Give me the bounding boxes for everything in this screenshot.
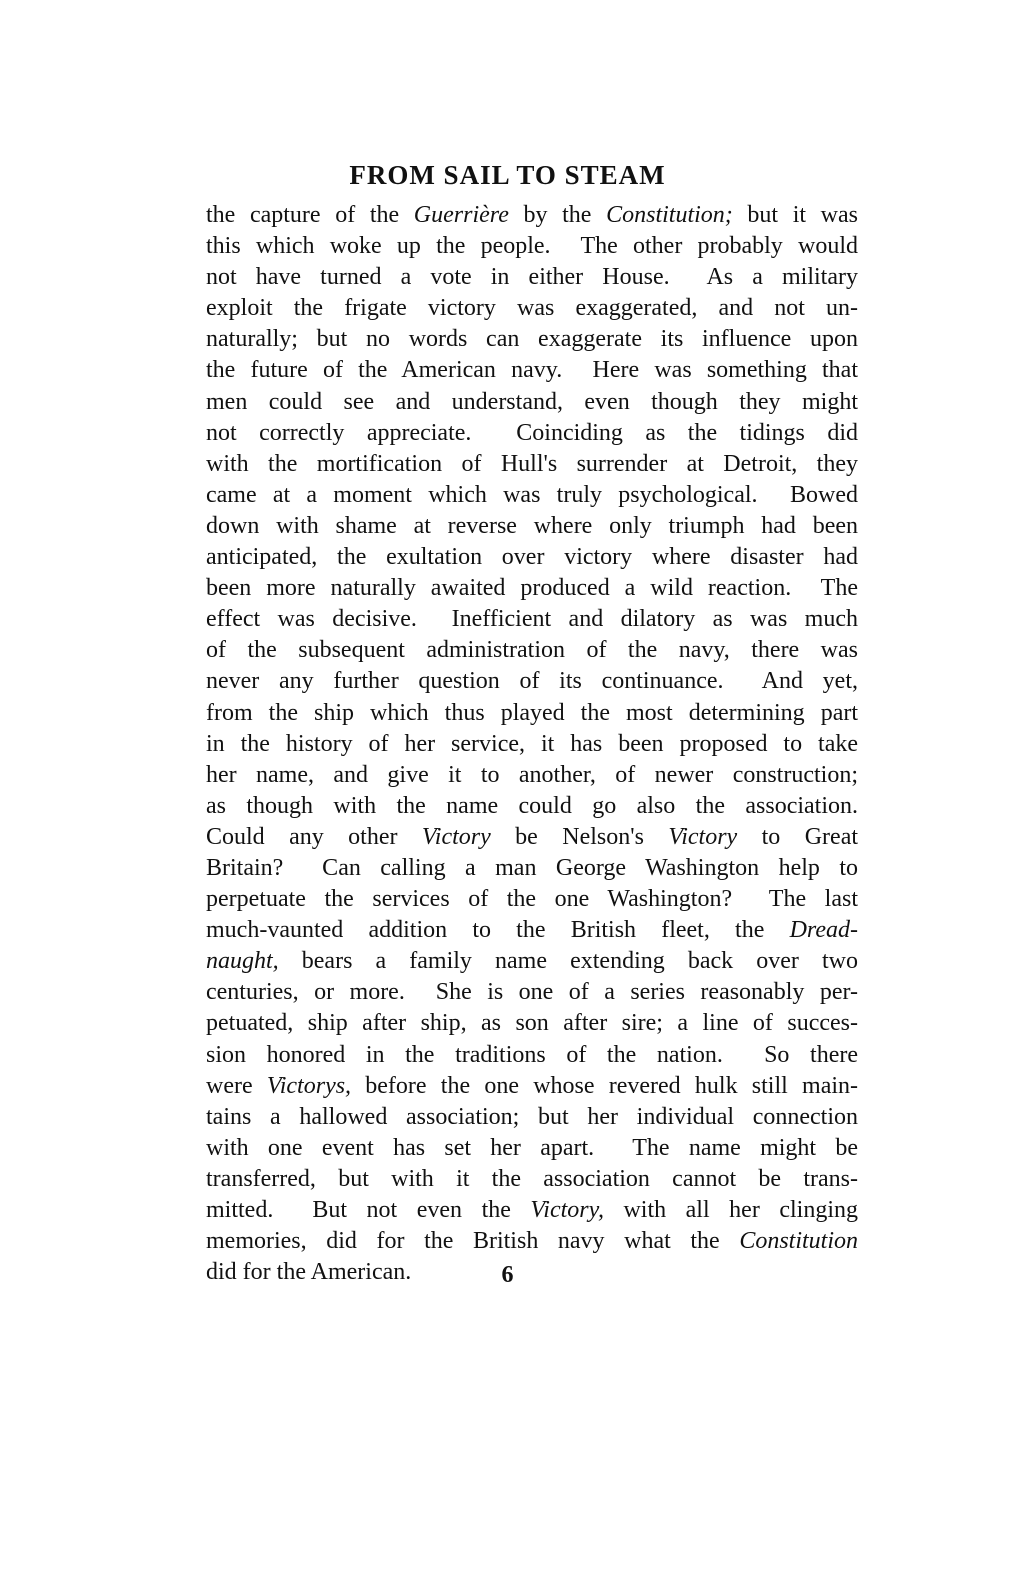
text-run: in the history of her service, it has been proposed to take <box>206 730 858 757</box>
text-line <box>206 915 858 946</box>
text-run: but it was <box>732 202 859 228</box>
text-line <box>206 355 858 386</box>
text-line <box>206 293 858 324</box>
text-line <box>206 729 858 760</box>
text-run: to Great <box>737 823 859 850</box>
text-line <box>206 449 858 480</box>
text-run: naturally; but no words can exaggerate its influence upon <box>206 326 858 353</box>
text-line <box>206 698 858 729</box>
text-run: never any further question of its continuance. And yet, <box>206 668 858 695</box>
text-run: exploit the frigate victory was exaggerated, and not un- <box>206 295 858 322</box>
italic-text-run: Constitution <box>739 1228 858 1255</box>
text-run: anticipated, the exultation over victory where disaster had <box>206 544 858 571</box>
text-run: men could see and understand, even though they might <box>206 388 858 415</box>
text-run: from the ship which thus played the most determining part <box>206 699 858 726</box>
text-run: were <box>206 1072 267 1099</box>
italic-text-run: Victory <box>421 823 491 850</box>
text-run: memories, did for the British navy what the <box>206 1228 740 1255</box>
text-line <box>206 231 858 262</box>
text-line <box>206 1226 858 1257</box>
text-run: of the subsequent administration of the navy, there was <box>206 637 858 664</box>
text-run: her name, and give it to another, of newer construction; <box>206 761 858 788</box>
text-line <box>206 1040 858 1071</box>
text-run: centuries, or more. She is one of a series reasonably per- <box>206 979 858 1006</box>
italic-text-run: naught, <box>206 948 279 975</box>
text-line <box>206 1133 858 1164</box>
text-line <box>206 573 858 604</box>
text-run: sion honored in the traditions of the nation. So there <box>206 1041 858 1068</box>
text-line <box>206 1164 858 1195</box>
text-line <box>206 884 858 915</box>
text-run: with all her clinging <box>603 1197 858 1223</box>
italic-text-run: Constitution; <box>606 202 733 228</box>
text-run: the capture of the <box>206 202 414 228</box>
text-run: Could any other <box>206 823 422 850</box>
text-run: not correctly appreciate. Coinciding as the tidings did <box>206 419 858 446</box>
text-run: with the mortification of Hull's surrender at Detroit, they <box>206 450 858 477</box>
text-run: before the one whose revered hulk still main- <box>351 1072 858 1099</box>
italic-text-run: Guerrière <box>413 202 509 228</box>
italic-text-run: Victory <box>668 823 738 850</box>
text-run: this which woke up the people. The other probably would <box>206 233 858 260</box>
text-line <box>206 1195 858 1226</box>
text-run: mitted. But not even the <box>206 1197 531 1223</box>
page-number: 6 <box>501 1262 514 1288</box>
text-line <box>206 853 858 884</box>
text-line <box>206 791 858 822</box>
text-run: tains a hallowed association; but her individual connection <box>206 1103 858 1130</box>
text-line <box>206 511 858 542</box>
running-title: FROM SAIL TO STEAM <box>349 160 666 190</box>
text-run: the future of the American navy. Here was something that <box>206 357 858 384</box>
text-line <box>206 542 858 573</box>
italic-text-run: Dread- <box>789 917 858 944</box>
text-line <box>206 635 858 666</box>
text-run: perpetuate the services of the one Washington? The last <box>206 886 858 913</box>
italic-text-run: Victorys, <box>266 1072 352 1099</box>
text-line <box>206 946 858 977</box>
text-run: with one event has set her apart. The name might be <box>206 1134 858 1161</box>
text-line <box>206 480 858 511</box>
text-line <box>206 760 858 791</box>
text-run: came at a moment which was truly psychological. Bowed <box>206 481 858 508</box>
text-line <box>206 977 858 1008</box>
text-line <box>206 418 858 449</box>
text-run: effect was decisive. Inefficient and dilatory as was much <box>206 606 858 633</box>
text-run: much-vaunted addition to the British fleet, the <box>206 917 790 944</box>
text-line <box>206 1071 858 1102</box>
text-line <box>206 666 858 697</box>
text-line <box>206 1102 858 1133</box>
text-run: as though with the name could go also the association. <box>206 792 858 819</box>
italic-text-run: Victory, <box>530 1197 604 1223</box>
text-line <box>206 387 858 418</box>
text-run: bears a family name extending back over two <box>278 948 858 975</box>
text-run: be Nelson's <box>490 823 669 850</box>
text-line <box>206 262 858 293</box>
text-run: did for the American. <box>206 1259 412 1286</box>
text-run: down with shame at reverse where only triumph had been <box>206 512 858 539</box>
text-run: not have turned a vote in either House. As a military <box>206 264 858 291</box>
text-line <box>206 200 858 231</box>
text-line <box>206 822 858 853</box>
text-run: Britain? Can calling a man George Washington help to <box>206 854 858 881</box>
text-run: been more naturally awaited produced a wild reaction. The <box>206 575 858 602</box>
text-line <box>206 604 858 635</box>
text-run: petuated, ship after ship, as son after sire; a line of succes- <box>206 1010 858 1037</box>
body-text <box>206 200 858 1288</box>
text-line <box>206 324 858 355</box>
text-run: by the <box>508 202 607 228</box>
text-line <box>206 1008 858 1039</box>
text-run: transferred, but with it the association cannot be trans- <box>206 1165 858 1192</box>
